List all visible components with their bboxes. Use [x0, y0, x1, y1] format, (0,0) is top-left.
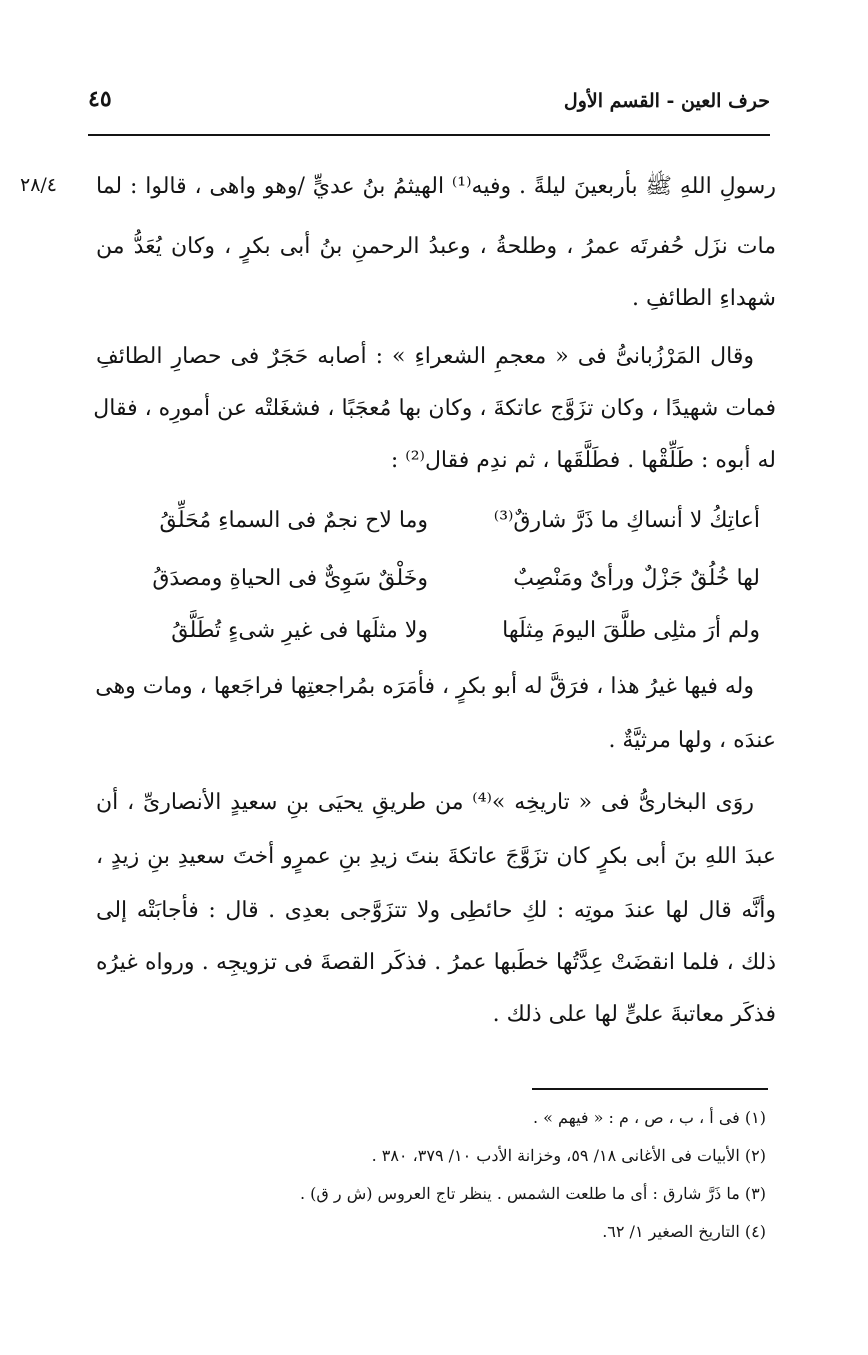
verse-first-hemistich: أعاتِكُ لا أنساكِ ما ذَرَّ شارقٌ⁽³⁾	[493, 508, 760, 533]
body-line: وله فيها غيرُ هذا ، فرَقَّ له أبو بكرٍ ، فأمَرَه بمُراجعتِها فراجَعها ، ومات وهى	[95, 674, 754, 699]
footnote: (٣) ما ذَرَّ شارق : أى ما طلعت الشمس . ينظر تاج العروس (ش ر ق) .	[299, 1184, 766, 1203]
verse-second-hemistich: ولا مثلَها فى غيرِ شىءٍ تُطَلَّقُ	[171, 618, 428, 643]
verse-first-hemistich: ولم أرَ مثلِى طلَّقَ اليومَ مِثلَها	[502, 618, 760, 643]
verse-first-hemistich: لها خُلُقٌ جَزْلٌ ورأىٌ ومَنْصِبٌ	[513, 566, 760, 591]
footnote: (١) فى أ ، ب ، ص ، م : « فيهم » .	[533, 1108, 766, 1127]
body-line: عندَه ، ولها مرثيَّةٌ .	[608, 728, 776, 753]
body-line: مات نزَل حُفرتَه عمرُ ، وطلحةُ ، وعبدُ الرحمنِ بنُ أبى بكرٍ ، وكان يُعَدُّ من	[96, 234, 776, 259]
body-line: وقال المَرْزُبانىُّ فى « معجمِ الشعراءِ » : أصابه حَجَرٌ فى حصارِ الطائفِ	[96, 344, 754, 369]
page-number: ٤٥	[88, 86, 112, 112]
body-line: رسولِ اللهِ ﷺ بأربعينَ ليلةً . وفيه⁽¹⁾ الهيثمُ بنُ عديٍّ /وهو واهى ، قالوا : لما	[96, 174, 776, 199]
verse-second-hemistich: وما لاح نجمٌ فى السماءِ مُحَلِّقُ	[159, 508, 428, 533]
body-line: ذلك ، فلما انقضَتْ عِدَّتُها خطَبها عمرُ . فذكَر القصةَ فى تزويجِه . ورواه غيرُه	[96, 950, 776, 975]
body-line: وأنَّه قال لها عندَ موتِه : لكِ حائطِى ولا تتزَوَّجى بعدِى . قال : فأجابَتْه إلى	[96, 898, 776, 923]
footnote: (٤) التاريخ الصغير ١/ ٦٢.	[602, 1222, 766, 1241]
running-title: حرف العين - القسم الأول	[563, 90, 770, 112]
page-header	[88, 80, 770, 136]
body-line: روَى البخارىُّ فى « تاريخِه »⁽⁴⁾ من طريقِ يحيَى بنِ سعيدٍ الأنصارىِّ ، أن	[96, 790, 754, 815]
footnote-rule	[532, 1088, 768, 1090]
margin-reference: ٢٨/٤	[20, 174, 58, 196]
verse-second-hemistich: وخَلْقٌ سَوِىٌّ فى الحياةِ ومصدَقُ	[152, 566, 428, 591]
body-line: عبدَ اللهِ بنَ أبى بكرٍ كان تزَوَّجَ عاتكةَ بنتَ زيدِ بنِ عمرٍو أختَ سعيدِ بنِ زيدٍ ،	[96, 844, 776, 869]
body-line: فمات شهيدًا ، وكان تزَوَّج عاتكةَ ، وكان بها مُعجَبًا ، فشغَلتْه عن أمورِه ، فقال	[93, 396, 776, 421]
body-line: شهداءِ الطائفِ .	[631, 286, 776, 311]
header-rule	[88, 134, 770, 136]
footnote: (٢) الأبيات فى الأغانى ١٨/ ٥٩، وخزانة الأدب ١٠/ ٣٧٩، ٣٨٠ .	[371, 1146, 766, 1165]
body-line: له أبوه : طَلِّقْها . فطَلَّقَها ، ثم ندِم فقال⁽²⁾ :	[390, 448, 776, 473]
body-line: فذكَر معاتبةَ علىٍّ لها على ذلك .	[492, 1002, 776, 1027]
